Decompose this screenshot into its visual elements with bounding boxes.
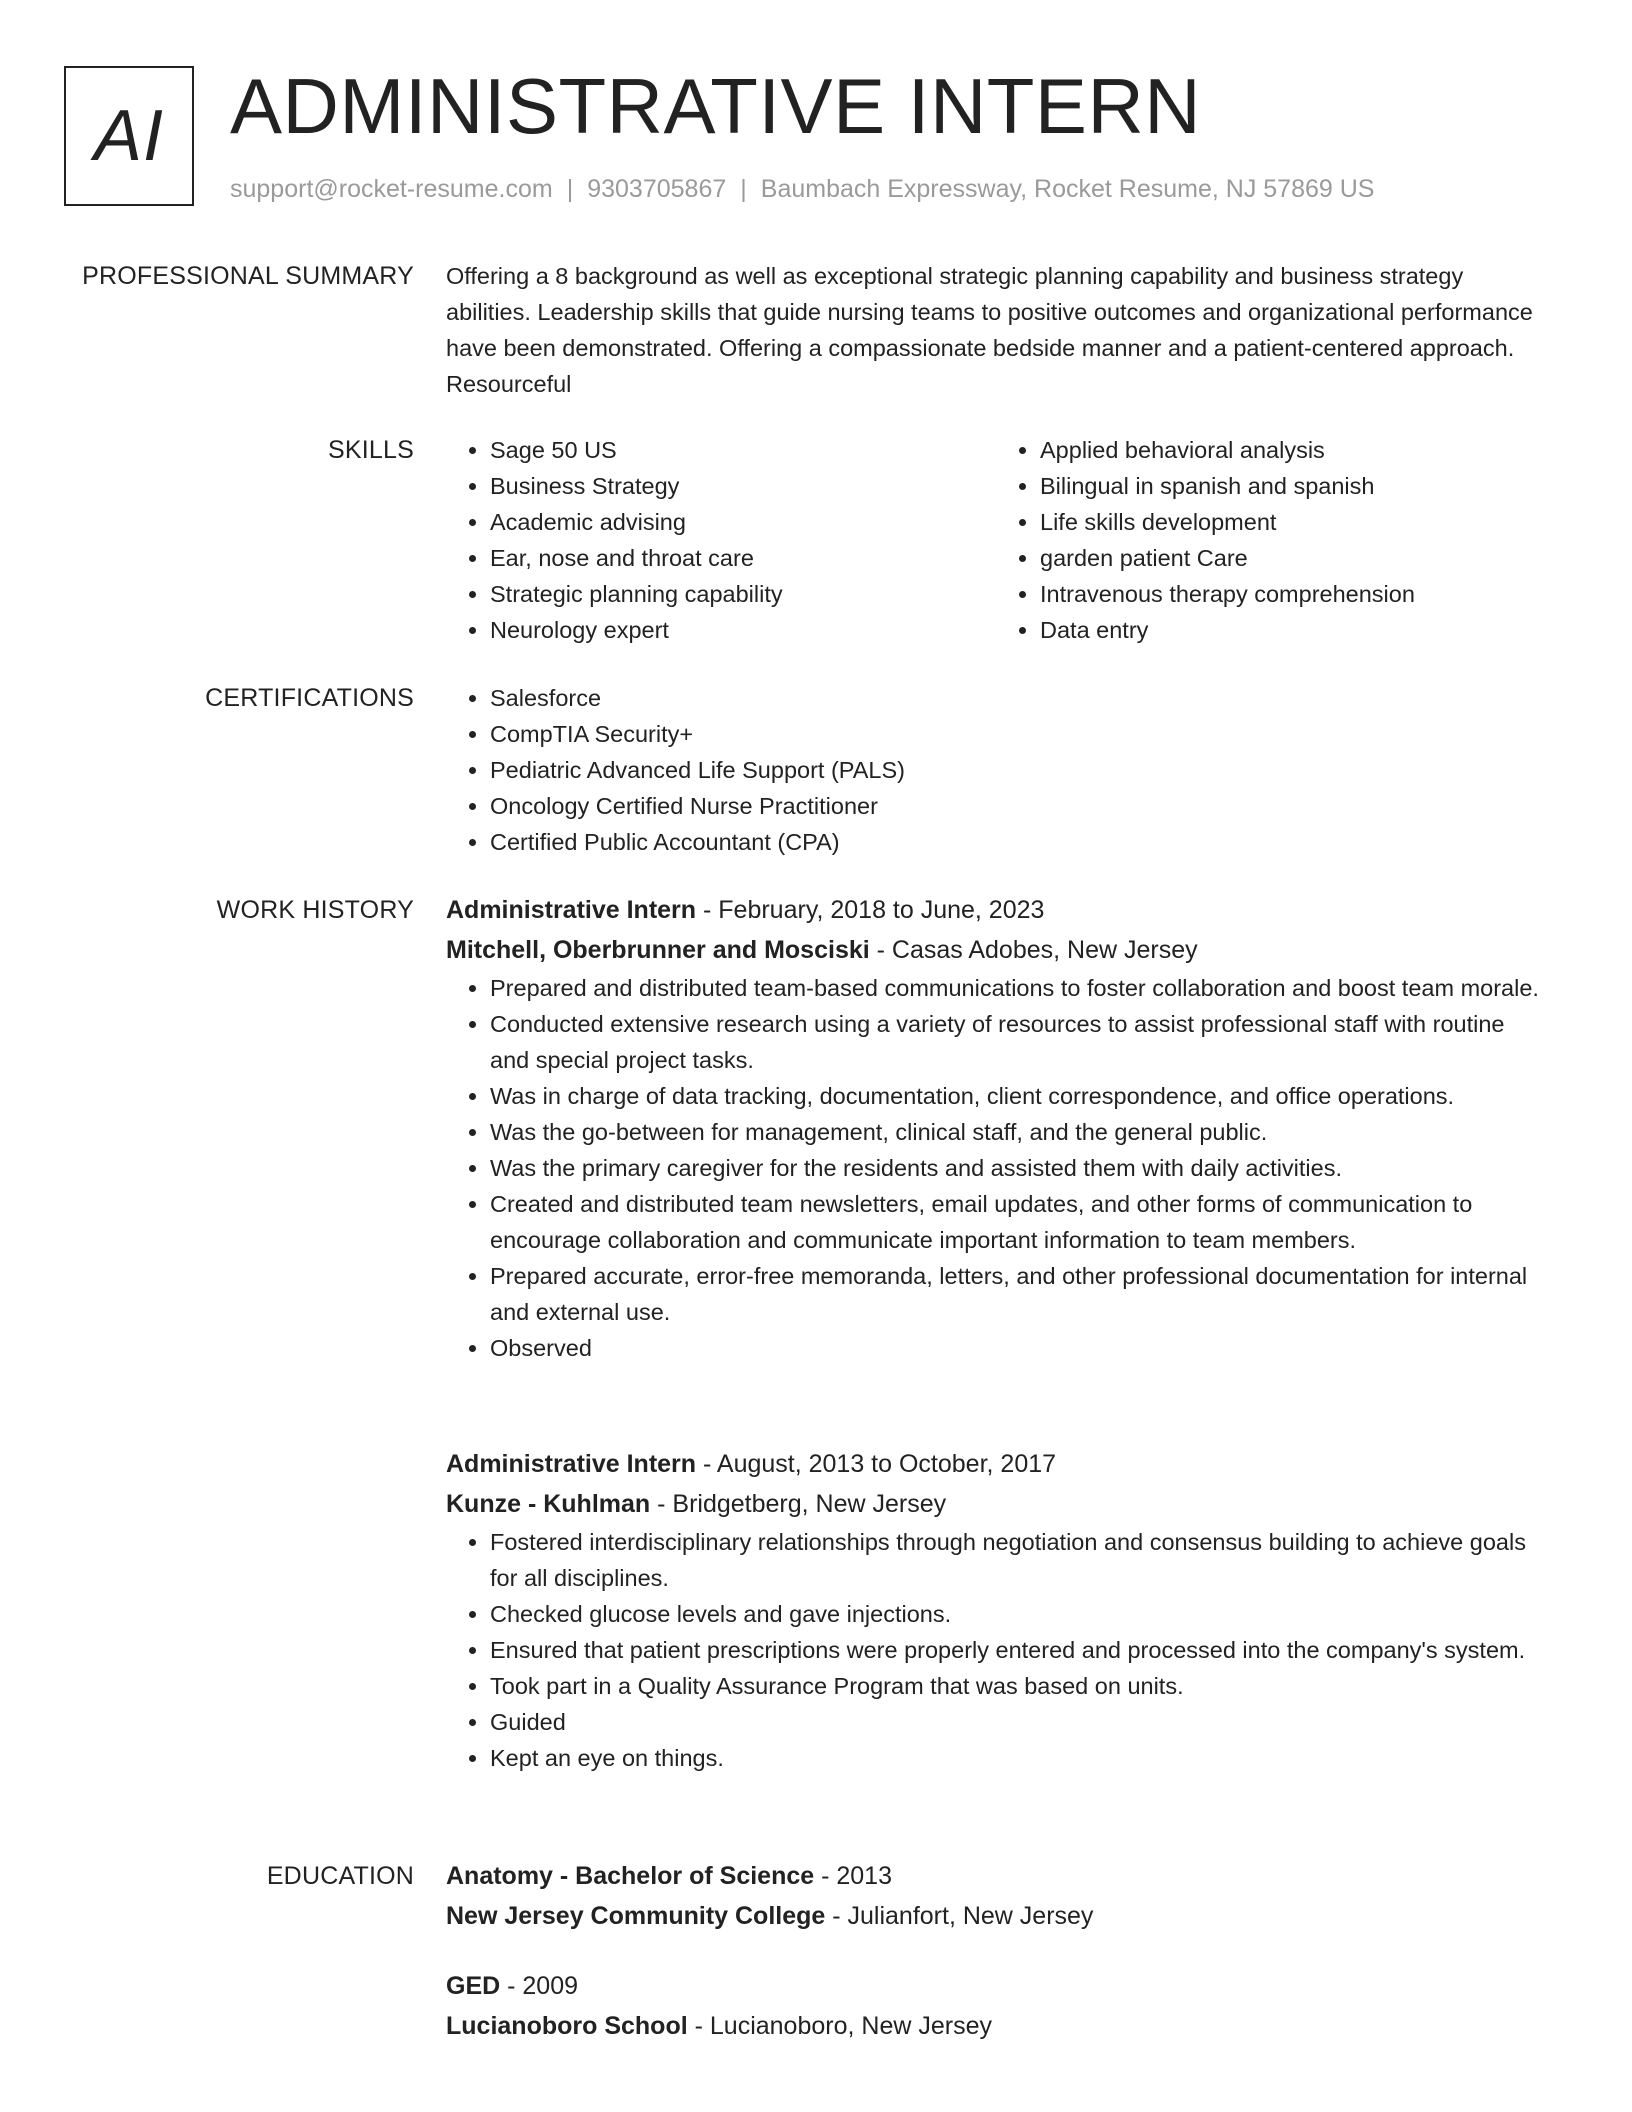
education-entry bbox=[446, 1856, 1546, 1936]
skill-item: • Data entry bbox=[1040, 612, 1546, 648]
job-bullet: • Ensured that patient prescriptions were properly entered and processed into the company's system. bbox=[490, 1632, 1546, 1668]
skill-item: • Bilingual in spanish and spanish bbox=[1040, 468, 1546, 504]
job-entry bbox=[446, 890, 1546, 1366]
contact-email: support@rocket-resume.com bbox=[230, 175, 553, 203]
job-company: Mitchell, Oberbrunner and Mosciski bbox=[446, 936, 870, 964]
contact-separator: | bbox=[566, 175, 574, 203]
job-bullet: • Kept an eye on things. bbox=[490, 1740, 1546, 1776]
job-bullet: • Prepared accurate, error-free memoranda, letters, and other professional documentation for internal and external use. bbox=[490, 1258, 1546, 1330]
education-school-line bbox=[446, 1896, 1546, 1936]
section-label-certifications: CERTIFICATIONS bbox=[205, 684, 414, 712]
job-bullet: • Checked glucose levels and gave injections. bbox=[490, 1596, 1546, 1632]
skill-item: • Academic advising bbox=[490, 504, 996, 540]
job-location: - Bridgetberg, New Jersey bbox=[650, 1490, 947, 1518]
monogram-badge: AI bbox=[64, 66, 194, 206]
education-body bbox=[446, 1856, 1546, 2046]
education-entry bbox=[446, 1966, 1546, 2046]
section-label-education: EDUCATION bbox=[266, 1862, 414, 1890]
contact-address: Baumbach Expressway, Rocket Resume, NJ 57869 US bbox=[760, 175, 1375, 203]
education-location: - Lucianoboro, New Jersey bbox=[687, 2012, 992, 2040]
job-bullets bbox=[446, 1524, 1546, 1776]
skills-list-right bbox=[996, 432, 1546, 648]
job-bullets bbox=[446, 970, 1546, 1366]
job-bullet: • Prepared and distributed team-based communications to foster collaboration and boost team morale. bbox=[490, 970, 1546, 1006]
skill-item: • Applied behavioral analysis bbox=[1040, 432, 1546, 468]
section-label-skills: SKILLS bbox=[328, 436, 414, 464]
summary-text: Offering a 8 background as well as exceptional strategic planning capability and business strategy abilities. Leadership skills that guide nursing teams to positive outcomes and organizational performance have been demonstrated. Offering a compassionate bedside manner and a patient-centered approach. Resourceful bbox=[446, 263, 1533, 397]
education-school-line bbox=[446, 2006, 1546, 2046]
skill-item: • Sage 50 US bbox=[490, 432, 996, 468]
job-title-line bbox=[446, 1444, 1546, 1484]
skill-item: • garden patient Care bbox=[1040, 540, 1546, 576]
job-dates: - August, 2013 to October, 2017 bbox=[696, 1450, 1057, 1478]
education-year: - 2013 bbox=[814, 1862, 892, 1890]
work-history-body bbox=[446, 890, 1546, 1366]
job-company-line bbox=[446, 930, 1546, 970]
contact-line bbox=[230, 174, 1374, 204]
education-degree: Anatomy - Bachelor of Science bbox=[446, 1862, 815, 1890]
certifications-list bbox=[446, 680, 1546, 860]
job-bullet: • Guided bbox=[490, 1704, 1546, 1740]
skill-item: • Ear, nose and throat care bbox=[490, 540, 996, 576]
job-title-line bbox=[446, 890, 1546, 930]
job-entry bbox=[446, 1444, 1546, 1776]
job-company: Kunze - Kuhlman bbox=[446, 1490, 651, 1518]
certification-item: • Salesforce bbox=[490, 680, 1546, 716]
education-school: Lucianoboro School bbox=[446, 2012, 688, 2040]
job-company-line bbox=[446, 1484, 1546, 1524]
skill-item: • Strategic planning capability bbox=[490, 576, 996, 612]
skill-item: • Business Strategy bbox=[490, 468, 996, 504]
job-dates: - February, 2018 to June, 2023 bbox=[696, 896, 1045, 924]
skill-item: • Neurology expert bbox=[490, 612, 996, 648]
education-year: - 2009 bbox=[500, 1972, 579, 2000]
certification-item: • Certified Public Accountant (CPA) bbox=[490, 824, 1546, 860]
education-location: - Julianfort, New Jersey bbox=[825, 1902, 1094, 1930]
certification-item: • Pediatric Advanced Life Support (PALS) bbox=[490, 752, 1546, 788]
job-bullet: • Created and distributed team newsletters, email updates, and other forms of communication to encourage collaboration and communicate important information to team members. bbox=[490, 1186, 1546, 1258]
resume-title: ADMINISTRATIVE INTERN bbox=[230, 62, 1202, 150]
skills-list-left bbox=[446, 432, 996, 648]
skill-item: • Intravenous therapy comprehension bbox=[1040, 576, 1546, 612]
job-bullet: • Fostered interdisciplinary relationships through negotiation and consensus building to achieve goals for all disciplines. bbox=[490, 1524, 1546, 1596]
job-bullet: • Took part in a Quality Assurance Program that was based on units. bbox=[490, 1668, 1546, 1704]
education-degree-line bbox=[446, 1856, 1546, 1896]
resume-header bbox=[64, 62, 1568, 210]
job-bullet: • Was in charge of data tracking, documentation, client correspondence, and office operations. bbox=[490, 1078, 1546, 1114]
certification-item: • CompTIA Security+ bbox=[490, 716, 1546, 752]
education-degree: GED bbox=[446, 1972, 501, 2000]
contact-separator: | bbox=[740, 175, 747, 203]
certifications-body bbox=[446, 680, 1546, 860]
work-history-body bbox=[446, 1444, 1546, 1776]
section-label-summary: PROFESSIONAL SUMMARY bbox=[82, 262, 414, 290]
certification-item: • Oncology Certified Nurse Practitioner bbox=[490, 788, 1546, 824]
contact-phone: 9303705867 bbox=[587, 175, 727, 203]
skills-columns bbox=[446, 432, 1546, 648]
skill-item: • Life skills development bbox=[1040, 504, 1546, 540]
job-bullet: • Observed bbox=[490, 1330, 1546, 1366]
education-degree-line bbox=[446, 1966, 1546, 2006]
job-bullet: • Was the primary caregiver for the residents and assisted them with daily activities. bbox=[490, 1150, 1546, 1186]
section-label-work: WORK HISTORY bbox=[216, 896, 414, 924]
job-title: Administrative Intern bbox=[446, 1450, 697, 1478]
job-bullet: • Was the go-between for management, clinical staff, and the general public. bbox=[490, 1114, 1546, 1150]
job-bullet: • Conducted extensive research using a variety of resources to assist professional staff with routine and special project tasks. bbox=[490, 1006, 1546, 1078]
education-school: New Jersey Community College bbox=[446, 1902, 826, 1930]
job-location: - Casas Adobes, New Jersey bbox=[869, 936, 1198, 964]
job-title: Administrative Intern bbox=[446, 896, 697, 924]
